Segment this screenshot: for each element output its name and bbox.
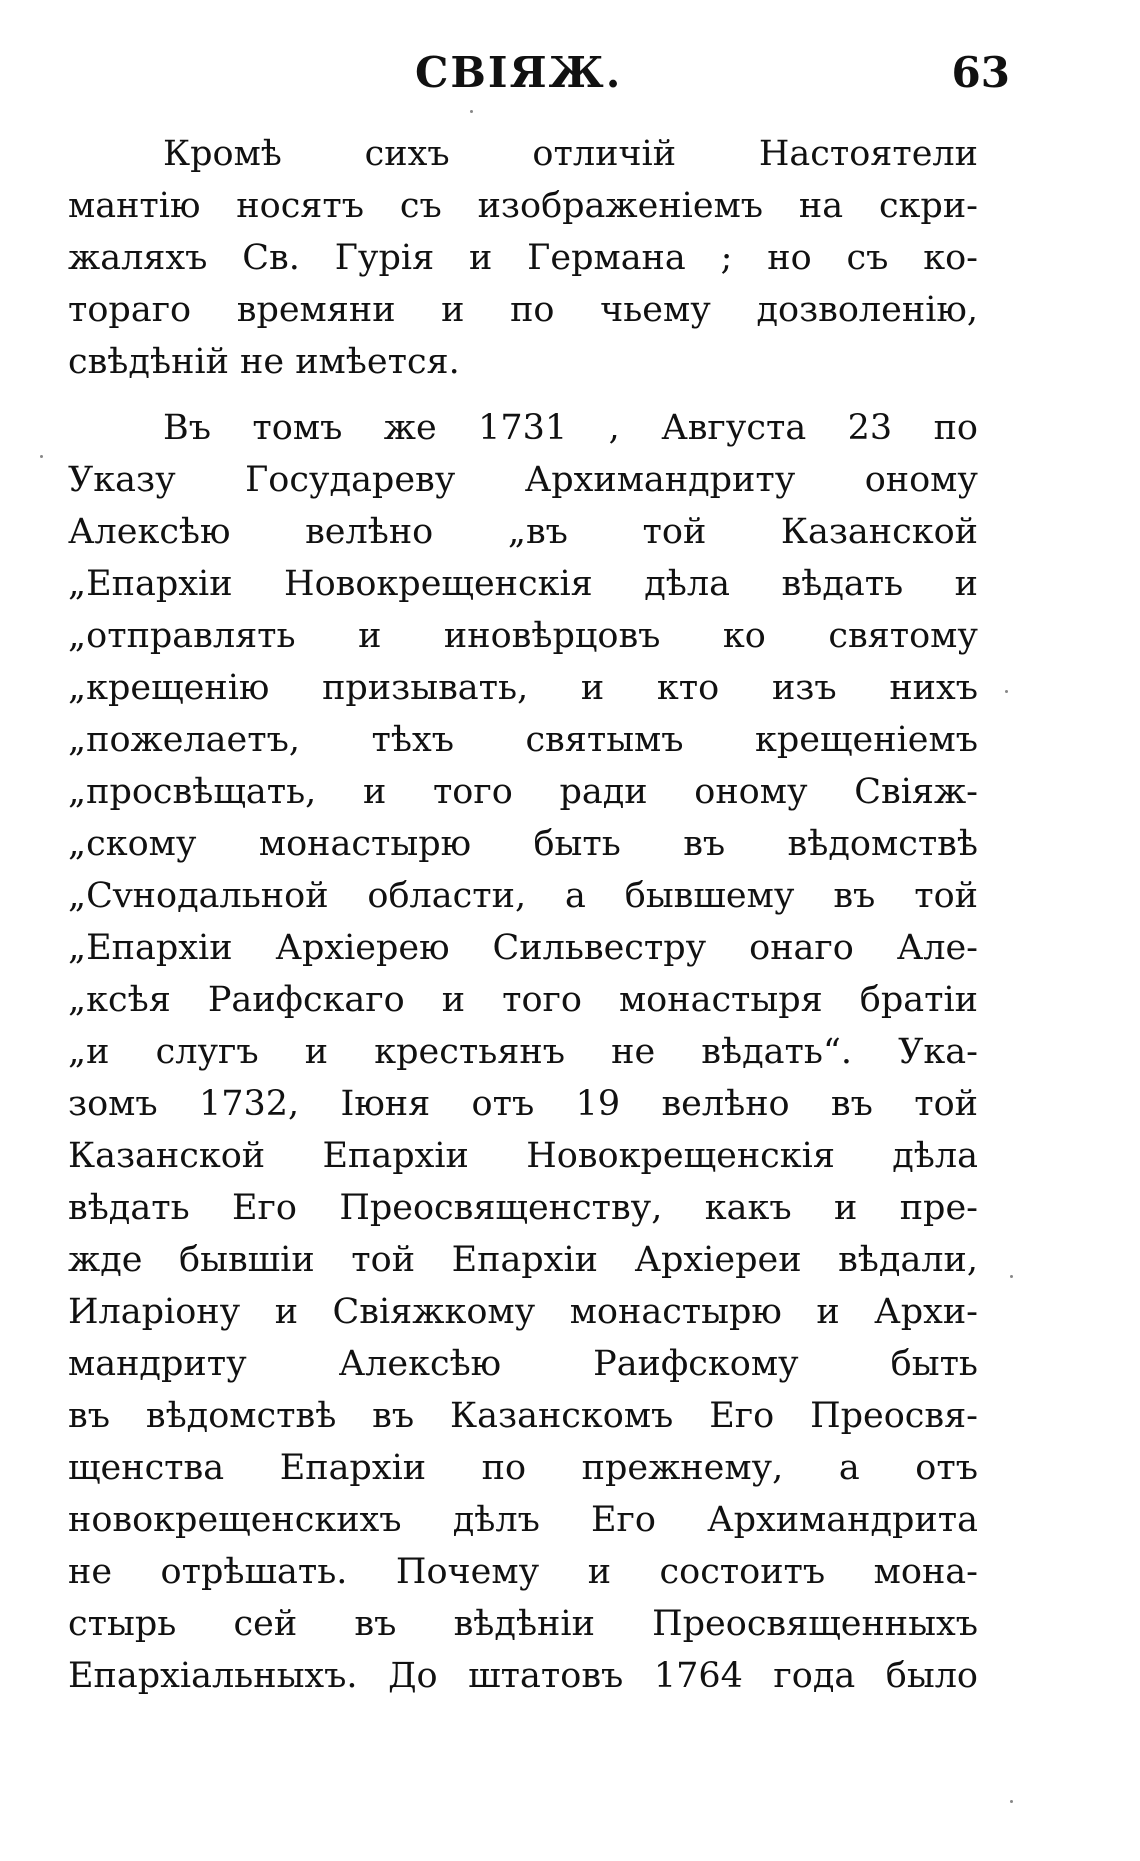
- text-line: щенства Епархіи по прежнему, а отъ: [68, 1448, 978, 1488]
- text-line: „крещенію призывать, и кто изъ нихъ: [68, 668, 978, 708]
- text-line: Иларіону и Свіяжкому монастырю и Архи-: [68, 1292, 978, 1332]
- text-line: свѣдѣній не имѣется.: [68, 342, 460, 382]
- text-line: „Епархіи Новокрещенскія дѣла вѣдать и: [68, 564, 978, 604]
- text-line: „Сvнодальной области, а бывшему въ той: [68, 876, 978, 916]
- text-line: зомъ 1732, Іюня отъ 19 велѣно въ той: [68, 1084, 978, 1124]
- scan-speck: [1010, 1800, 1013, 1803]
- text-line: „и слугъ и крестьянъ не вѣдать“. Ука-: [68, 1032, 978, 1072]
- text-line: тораго времяни и по чьему дозволенію,: [68, 290, 978, 330]
- text-line: „ксѣя Раифскаго и того монастыря братіи: [68, 980, 978, 1020]
- text-line: не отрѣшать. Почему и состоитъ мона-: [68, 1552, 978, 1592]
- text-line: жаляхъ Св. Гурія и Германа ; но съ ко-: [68, 238, 978, 278]
- scan-speck: [470, 110, 473, 113]
- paragraph-1: [68, 128, 978, 388]
- text-line: мандриту Алексѣю Раифскому быть: [68, 1344, 978, 1384]
- text-line: „скому монастырю быть въ вѣдомствѣ: [68, 824, 978, 864]
- text-line: стырь сей въ вѣдѣніи Преосвященныхъ: [68, 1604, 978, 1644]
- text-line: мантію носятъ съ изображеніемъ на скри-: [68, 186, 978, 226]
- text-line: „отправлять и иновѣрцовъ ко святому: [68, 616, 978, 656]
- scan-speck: [1010, 1275, 1013, 1278]
- text-line: „просвѣщать, и того ради оному Свіяж-: [68, 772, 978, 812]
- text-line: Казанской Епархіи Новокрещенскія дѣла: [68, 1136, 978, 1176]
- body-text: [68, 128, 978, 1702]
- text-line: новокрещенскихъ дѣлъ Его Архимандрита: [68, 1500, 978, 1540]
- text-line: въ вѣдомствѣ въ Казанскомъ Его Преосвя-: [68, 1396, 978, 1436]
- running-head: [70, 48, 1010, 108]
- text-line: Епархіальныхъ. До штатовъ 1764 года было: [68, 1656, 978, 1696]
- text-line: „пожелаетъ, тѣхъ святымъ крещеніемъ: [68, 720, 978, 760]
- paragraph-2: [68, 402, 978, 1702]
- page-number: 63: [951, 48, 1010, 97]
- text-line: жде бывшіи той Епархіи Архіереи вѣдали,: [68, 1240, 978, 1280]
- text-line: вѣдать Его Преосвященству, какъ и пре-: [68, 1188, 978, 1228]
- scan-speck: [1005, 690, 1008, 693]
- text-line: Кромѣ сихъ отличій Настоятели: [163, 134, 978, 174]
- text-line: Алексѣю велѣно „въ той Казанской: [68, 512, 978, 552]
- running-title: СВІЯЖ.: [415, 48, 623, 97]
- text-line: Указу Государеву Архимандриту оному: [68, 460, 978, 500]
- scan-speck: [40, 455, 43, 458]
- text-line: Въ томъ же 1731 , Августа 23 по: [163, 408, 978, 448]
- text-line: „Епархіи Архіерею Сильвестру онаго Але-: [68, 928, 978, 968]
